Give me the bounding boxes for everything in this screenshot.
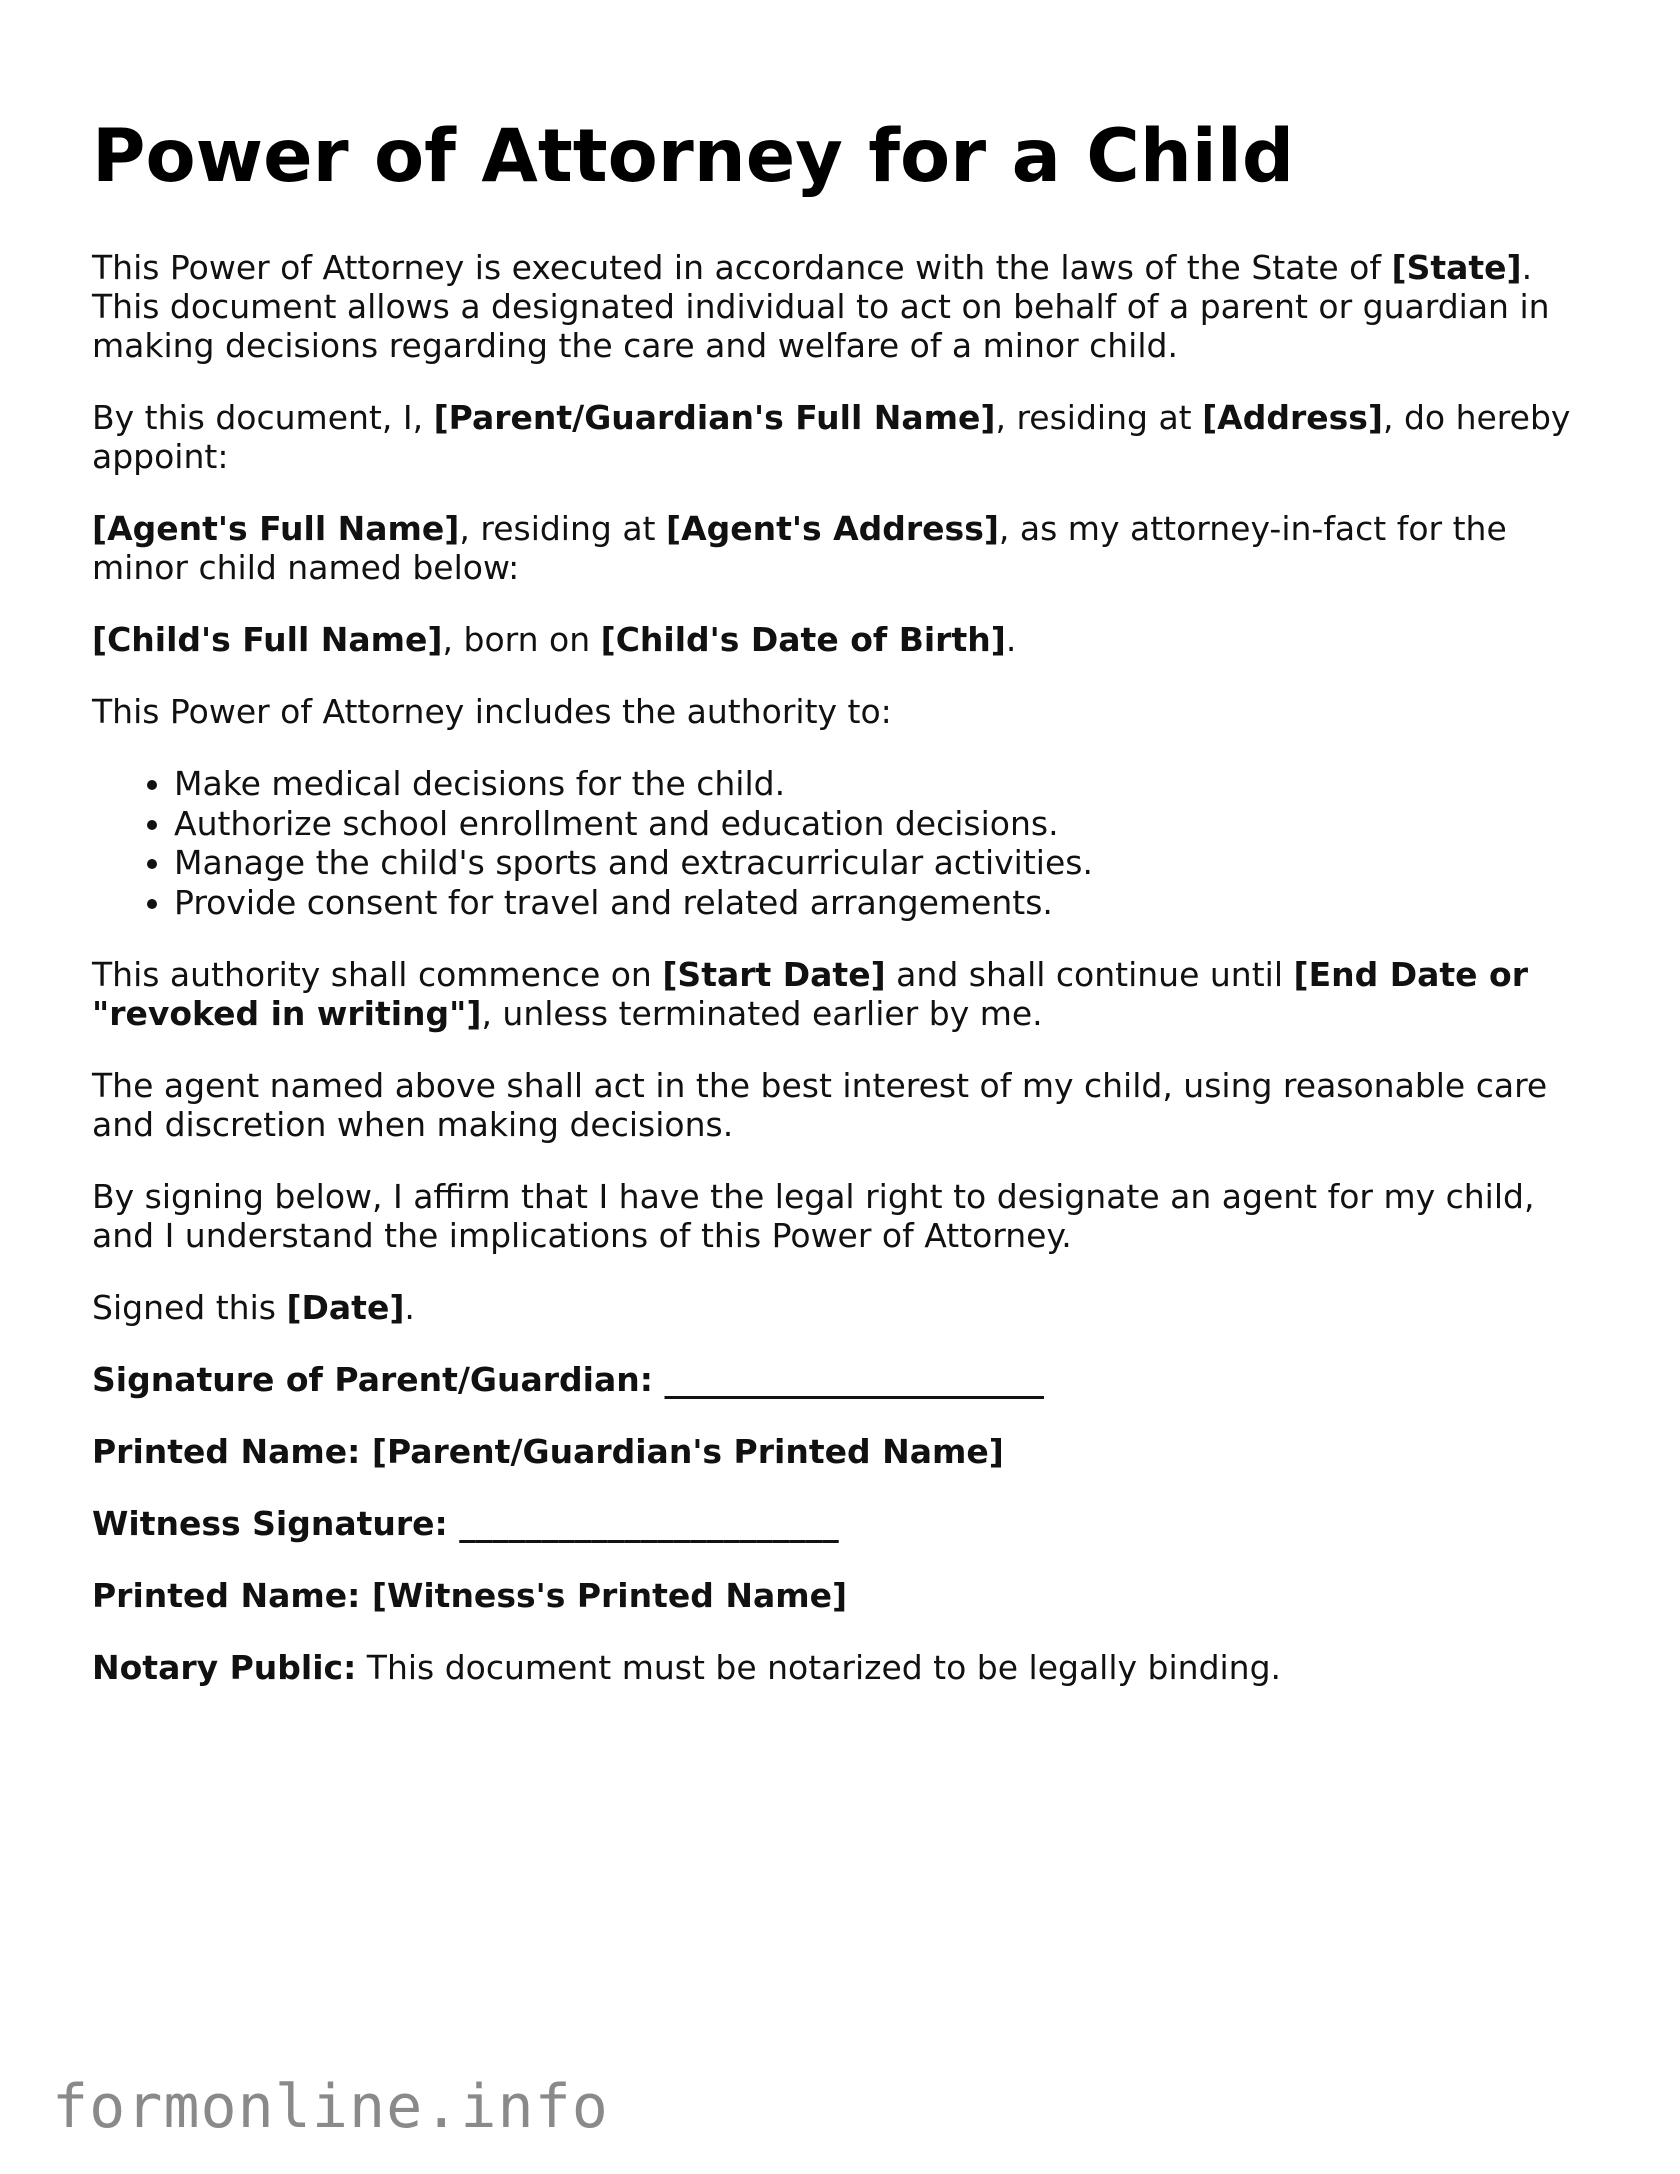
agent-paragraph	[92, 509, 1592, 587]
child-paragraph	[92, 620, 1592, 659]
parent-signature-text: Signature of Parent/Guardian: _______________________	[92, 1360, 1044, 1399]
authority-list	[92, 764, 1592, 922]
parent-name-placeholder: [Parent/Guardian's Full Name]	[433, 398, 996, 437]
witness-signature-line	[92, 1504, 1592, 1543]
child-name-placeholder: [Child's Full Name]	[92, 620, 443, 659]
intro-paragraph	[92, 248, 1592, 365]
parent-signature-line	[92, 1360, 1592, 1399]
agent-text-1: , residing at	[459, 509, 666, 548]
parent-printed-name-text: Printed Name: [Parent/Guardian's Printed Name]	[92, 1432, 1004, 1471]
notary-paragraph	[92, 1648, 1592, 1687]
list-item: • Make medical decisions for the child.	[174, 764, 1592, 804]
notary-label: Notary Public:	[92, 1648, 357, 1687]
end-date-placeholder: [End Date or "revoked in writing"]	[92, 955, 1528, 1033]
intro-text-1: This Power of Attorney is executed in accordance with the laws of the State of	[92, 248, 1392, 287]
document-page	[92, 112, 1592, 1720]
start-date-placeholder: [Start Date]	[662, 955, 886, 994]
witness-printed-name-line	[92, 1576, 1592, 1615]
signed-text-2: .	[404, 1288, 415, 1327]
witness-printed-name-text: Printed Name: [Witness's Printed Name]	[92, 1576, 848, 1615]
child-dob-placeholder: [Child's Date of Birth]	[600, 620, 1006, 659]
address-placeholder: [Address]	[1202, 398, 1383, 437]
agent-name-placeholder: [Agent's Full Name]	[92, 509, 460, 548]
parent-printed-name-line	[92, 1432, 1592, 1471]
duration-text-2: and shall continue until	[885, 955, 1294, 994]
best-interest-paragraph: The agent named above shall act in the best interest of my child, using reasonable care and discretion when making decisions.	[92, 1066, 1548, 1144]
appointment-text-3: , do hereby appoint:	[92, 398, 1571, 476]
state-placeholder: [State]	[1391, 248, 1522, 287]
signed-date-paragraph	[92, 1288, 1592, 1327]
list-item: • Manage the child's sports and extracurricular activities.	[174, 843, 1592, 883]
child-text-1: , born on	[442, 620, 601, 659]
duration-text-3: , unless terminated earlier by me.	[481, 994, 1043, 1033]
list-item: • Provide consent for travel and related arrangements.	[174, 883, 1592, 923]
list-item: • Authorize school enrollment and education decisions.	[174, 804, 1592, 844]
duration-paragraph	[92, 955, 1592, 1033]
child-text-2: .	[1005, 620, 1017, 659]
date-placeholder: [Date]	[286, 1288, 405, 1327]
authority-intro: This Power of Attorney includes the authority to:	[92, 692, 892, 731]
appointment-text-2: , residing at	[995, 398, 1203, 437]
intro-text-2: . This document allows a designated individual to act on behalf of a parent or guardian in making decisions regarding the care and welfare of a minor child.	[92, 248, 1550, 365]
appointment-text-1: By this document, I,	[92, 398, 434, 437]
agent-text-2: , as my attorney-in-fact for the minor child named below:	[92, 509, 1507, 587]
appointment-paragraph	[92, 398, 1592, 476]
duration-text-1: This authority shall commence on	[92, 955, 663, 994]
watermark: formonline.info	[52, 2072, 609, 2142]
document-title: Power of Attorney for a Child	[92, 114, 1295, 199]
affirmation-paragraph: By signing below, I affirm that I have the legal right to designate an agent for my child, and I understand the implications of this Power of Attorney.	[92, 1177, 1535, 1255]
agent-address-placeholder: [Agent's Address]	[665, 509, 999, 548]
witness-signature-text: Witness Signature: _______________________	[92, 1504, 839, 1543]
signed-text-1: Signed this	[92, 1288, 287, 1327]
notary-text: This document must be notarized to be legally binding.	[356, 1648, 1282, 1687]
